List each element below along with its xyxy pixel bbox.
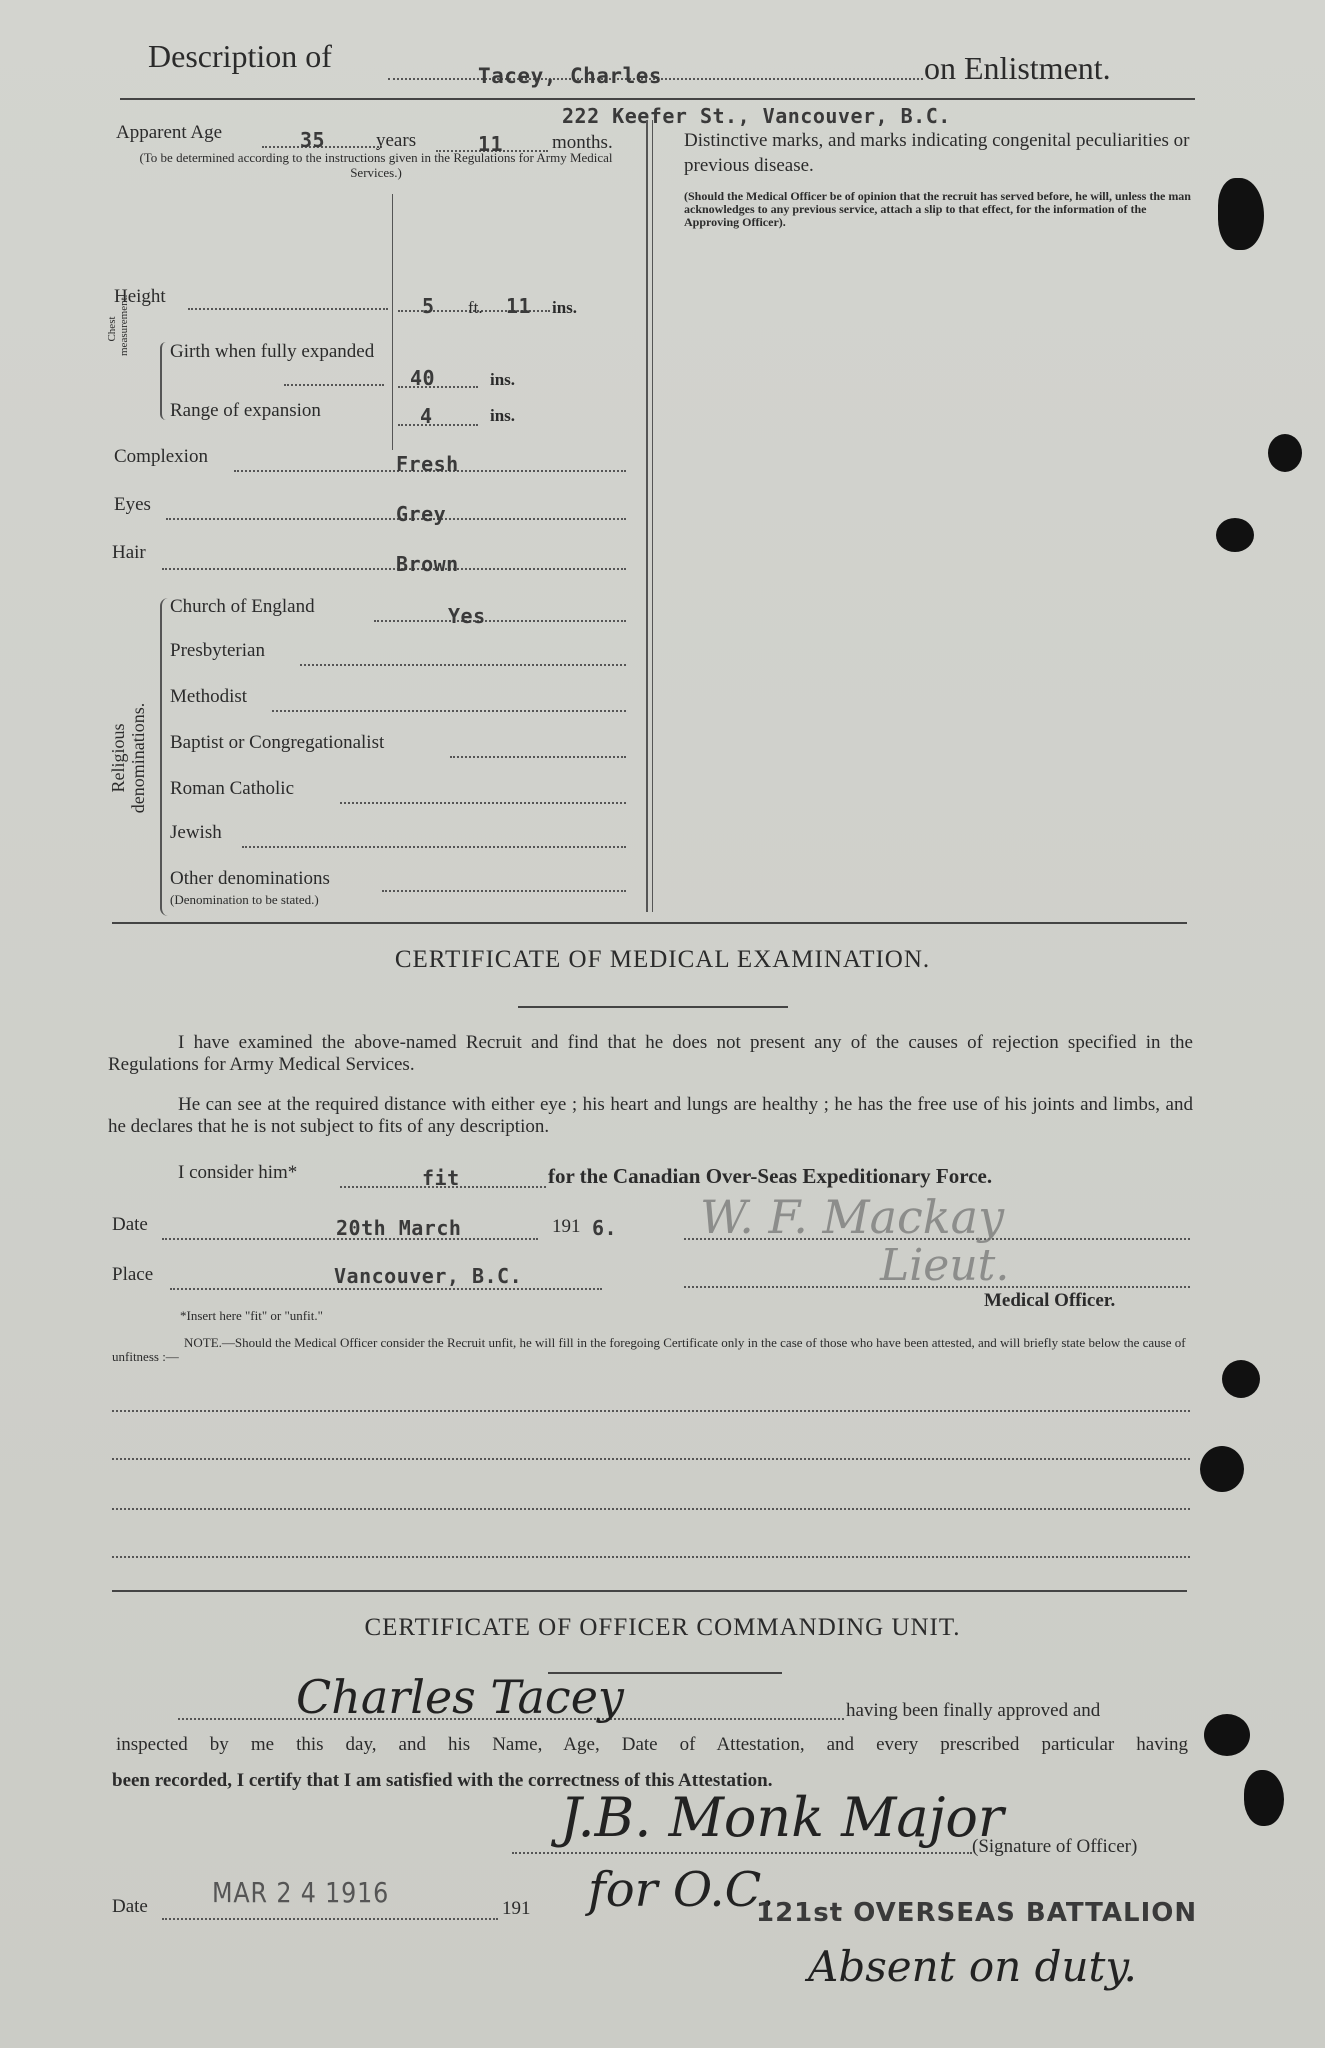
girth-line <box>284 384 384 386</box>
religion-line-2 <box>272 710 626 712</box>
recruit-name: Tacey, Charles <box>478 64 663 88</box>
force-label: for the Canadian Over-Seas Expeditionary Force. <box>548 1164 993 1188</box>
religion-label-6: Other denominations <box>170 868 330 889</box>
religion-label-5: Jewish <box>170 822 222 843</box>
officer-signature: J.B. Monk Major <box>560 1786 1004 1849</box>
height-label: Height <box>114 286 166 307</box>
hair-value: Brown <box>396 552 459 576</box>
age-months-value: 11 <box>478 132 504 156</box>
date-stamp: MAR 2 4 1916 <box>212 1876 390 1909</box>
range-label: Range of expansion <box>170 400 321 421</box>
column-divider <box>646 120 648 912</box>
marks-title: Distinctive marks, and marks indicating congenital peculiarities or previous disease. <box>684 130 1190 176</box>
religion-value-0: Yes <box>448 604 486 628</box>
form-title-right: on Enlistment. <box>924 50 1111 86</box>
medical-date-label: Date <box>112 1214 148 1235</box>
section-rule-2 <box>112 1590 1187 1592</box>
height-line <box>188 308 388 310</box>
header-rule <box>120 98 1195 100</box>
punch-hole-7 <box>1244 1770 1284 1826</box>
ins-label: ins. <box>552 298 578 317</box>
recruit-signature: Charles Tacey <box>296 1670 624 1724</box>
medical-para-1: I have examined the above-named Recruit and find that he does not present any of the causes of rejection specified in the Regulations for Army Medical Services. <box>108 1032 1193 1075</box>
medical-date-value: 20th March <box>336 1216 462 1240</box>
punch-hole-4 <box>1222 1360 1260 1398</box>
medical-officer-label: Medical Officer. <box>984 1290 1116 1311</box>
punch-hole-2 <box>1268 434 1302 472</box>
religion-label-1: Presbyterian <box>170 640 265 661</box>
hair-line <box>162 568 626 570</box>
unfit-line-1 <box>112 1410 1190 1412</box>
unfit-line-3 <box>112 1508 1190 1510</box>
punch-hole-6 <box>1204 1714 1250 1756</box>
medical-title: CERTIFICATE OF MEDICAL EXAMINATION. <box>394 946 931 973</box>
approved-text: having been finally approved and <box>846 1700 1101 1721</box>
eyes-value: Grey <box>396 502 447 526</box>
complexion-label: Complexion <box>114 446 208 467</box>
religion-label-0: Church of England <box>170 596 315 617</box>
religion-label-2: Methodist <box>170 686 248 707</box>
medical-year-suffix: 6. <box>592 1216 618 1240</box>
girth-ins-label: ins. <box>490 370 516 389</box>
years-label: years <box>376 130 417 151</box>
medical-title-rule <box>518 1006 788 1008</box>
address: 222 Keefer St., Vancouver, B.C. <box>562 104 951 128</box>
complexion-value: Fresh <box>396 452 459 476</box>
age-note: (To be determined according to the instructions given in the Regulations for Army Medical Services.) <box>139 150 613 180</box>
eyes-label: Eyes <box>114 494 151 515</box>
section-rule-1 <box>112 922 1187 924</box>
girth-label: Girth when fully expanded <box>170 341 375 362</box>
commanding-date-line <box>162 1918 498 1920</box>
unfit-note: NOTE.—Should the Medical Officer consider the Recruit unfit, he will fill in the foregoing Certificate only in the case of those who have been attested, and will briefly state below the cause of unfitness :— <box>112 1335 1186 1364</box>
commanding-year-prefix: 191 <box>502 1898 531 1919</box>
for-oc-note: for O.C. <box>588 1862 775 1918</box>
signature-of-officer-label: (Signature of Officer) <box>972 1836 1138 1857</box>
apparent-age-label: Apparent Age <box>116 122 223 143</box>
fit-value: fit <box>422 1166 460 1190</box>
marks-note: (Should the Medical Officer be of opinion that the recruit has served before, he will, unless the man acknowledges to any previous service, attach a slip to that effect, for the information of the Approving Officer). <box>684 189 1191 229</box>
height-in-value: 11 <box>506 294 532 318</box>
ft-label: ft. <box>468 298 483 317</box>
age-years-value: 35 <box>300 128 326 152</box>
religion-label: Religious denominations. <box>108 702 148 814</box>
medical-year-prefix: 191 <box>552 1216 581 1237</box>
form-title-left: Description of <box>148 38 332 74</box>
religion-line-1 <box>300 664 626 666</box>
commanding-line-2: inspected by me this day, and his Name, Age, Date of Attestation, and every prescribed particular having <box>116 1734 1188 1755</box>
consider-label: I consider him* <box>178 1162 298 1183</box>
commanding-title: CERTIFICATE OF OFFICER COMMANDING UNIT. <box>364 1614 961 1641</box>
place-label: Place <box>112 1264 154 1285</box>
range-value-line <box>398 424 478 426</box>
commanding-date-label: Date <box>112 1896 148 1917</box>
religion-label-4: Roman Catholic <box>170 778 295 799</box>
religion-label-3: Baptist or Congregationalist <box>170 732 385 753</box>
medical-officer-rank: Lieut. <box>880 1240 1010 1291</box>
height-ft-value: 5 <box>422 294 435 318</box>
punch-hole-5 <box>1200 1446 1244 1492</box>
measure-divider <box>392 194 393 450</box>
religion-line-6 <box>382 890 626 892</box>
hair-label: Hair <box>112 542 146 563</box>
commanding-line-3: been recorded, I certify that I am satisfied with the correctness of this Attestation. <box>112 1770 773 1791</box>
months-label: months. <box>552 132 613 153</box>
religion-line-0 <box>374 620 626 622</box>
battalion-stamp: 121st OVERSEAS BATTALION <box>756 1898 1198 1928</box>
medical-para-2: He can see at the required distance with either eye ; his heart and lungs are healthy ; he has the free use of his joints and limbs, and he declares that he is not subject to fits of any description. <box>108 1094 1193 1137</box>
punch-hole-1 <box>1218 178 1264 250</box>
range-ins-label: ins. <box>490 406 516 425</box>
religion-line-4 <box>340 802 626 804</box>
officer-signature-line <box>512 1852 972 1854</box>
medical-officer-signature: W. F. Mackay <box>700 1190 1005 1244</box>
girth-value: 40 <box>410 366 436 390</box>
place-value: Vancouver, B.C. <box>334 1264 523 1288</box>
other-denomination-note: (Denomination to be stated.) <box>170 892 319 907</box>
unfit-line-2 <box>112 1458 1190 1460</box>
religion-line-5 <box>242 846 626 848</box>
insert-note: *Insert here "fit" or "unfit." <box>180 1308 323 1323</box>
range-value: 4 <box>420 404 433 428</box>
unfit-line-4 <box>112 1556 1190 1558</box>
place-line <box>170 1288 602 1290</box>
punch-hole-3 <box>1216 518 1254 552</box>
column-divider-inner <box>652 120 653 912</box>
chest-label: Chest measurement. <box>106 294 130 356</box>
religion-line-3 <box>450 756 626 758</box>
absent-note: Absent on duty. <box>808 1942 1137 1991</box>
